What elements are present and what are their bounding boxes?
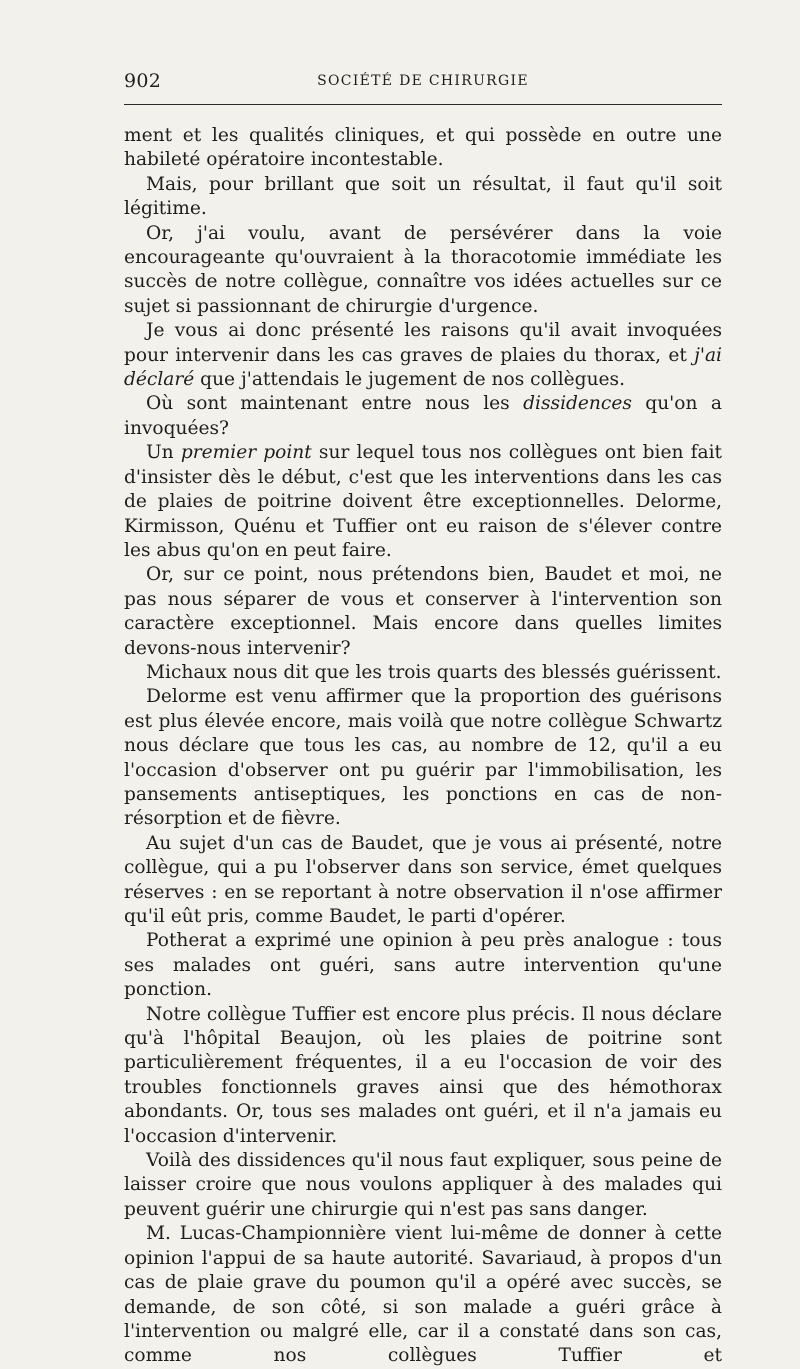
text-run: Je vous ai donc présenté les raisons qu'il avait invoquées pour intervenir dans les cas graves de plaies du thorax, et [124, 320, 722, 366]
page-header [124, 70, 722, 96]
text-run: Où sont maintenant entre nous les [146, 393, 524, 415]
paragraph [124, 441, 722, 563]
text-run: ment et les qualités cliniques, et qui possède en outre une habileté opératoire incontestable. [124, 125, 722, 171]
paragraph [124, 1149, 722, 1222]
text-run: qu'on a invoquées? [124, 393, 722, 439]
body-text [124, 124, 722, 1369]
text-run: Potherat a exprimé une opinion à peu près analogue : tous ses malades ont guéri, sans autre intervention qu'une ponction. [124, 930, 722, 1001]
paragraph [124, 319, 722, 392]
paragraph [124, 563, 722, 661]
header-rule [124, 104, 722, 105]
text-run: Un [146, 442, 181, 464]
running-title: SOCIÉTÉ DE CHIRURGIE [317, 73, 529, 89]
text-run: Or, j'ai voulu, avant de persévérer dans la voie encourageante qu'ouvraient à la thoracotomie immédiate les succès de notre collègue, connaître vos idées actuelles sur ce sujet si passionnant de chirurgie d'urgence. [124, 222, 722, 317]
text-run: Notre collègue Tuffier est encore plus précis. Il nous déclare qu'à l'hôpital Beaujon, où les plaies de poitrine sont particulièrement fréquentes, il a eu l'occasion de voir des troubles fonctionnels graves ainsi que des hémothorax abondants. Or, tous ses malades ont guéri, et il n'a jamais eu l'occasion d'intervenir. [124, 1003, 722, 1147]
italic-text: j'ai déclaré [124, 344, 722, 391]
paragraph [124, 222, 722, 320]
text-run: Or, sur ce point, nous prétendons bien, Baudet et moi, ne pas nous séparer de vous et conserver à l'intervention son caractère exceptionnel. Mais encore dans quelles limites devons-nous intervenir? [124, 564, 722, 659]
paragraph [124, 173, 722, 222]
text-run: Au sujet d'un cas de Baudet, que je vous ai présenté, notre collègue, qui a pu l'observer dans son service, émet quelques réserves : en se reportant à notre observation il n'ose affirmer qu'il eût pris, comme Baudet, le parti d'opérer. [124, 832, 722, 927]
paragraph [124, 1003, 722, 1149]
paragraph [124, 392, 722, 441]
text-run: Mais, pour brillant que soit un résultat, il faut qu'il soit légitime. [124, 173, 722, 220]
text-run: Delorme est venu affirmer que la proportion des guérisons est plus élevée encore, mais voilà que notre collègue Schwartz nous déclare que tous les cas, au nombre de 12, qu'il a eu l'occasion d'observer ont pu guérir par l'immobilisation, les pansements antiseptiques, les ponctions en cas de non-résorption et de fièvre. [124, 686, 722, 830]
paragraph [124, 124, 722, 173]
text-run: M. Lucas-Championnière vient lui-même de donner à cette opinion l'appui de sa haute autorité. Savariaud, à propos d'un cas de plaie grave du poumon qu'il a opéré avec succès, se demande, de son côté, si son malade a guéri grâce à l'intervention ou malgré elle, car il a constaté dans son cas, comme nos collègues Tuffier et [124, 1223, 722, 1367]
italic-text: premier point [180, 442, 312, 464]
text-run: Voilà des dissidences qu'il nous faut expliquer, sous peine de laisser croire que nous voulons appliquer à des malades qui peuvent guérir une chirurgie qui n'est pas sans danger. [124, 1150, 722, 1220]
paragraph [124, 1222, 722, 1368]
text-run: que j'attendais le jugement de nos collègues. [194, 369, 626, 391]
paragraph [124, 832, 722, 930]
paragraph [124, 929, 722, 1002]
paragraph [124, 685, 722, 831]
paragraph [124, 661, 722, 685]
italic-text: dissidences [523, 393, 632, 415]
text-run: sur lequel tous nos collègues ont bien fait d'insister dès le début, c'est que les interventions dans les cas de plaies de poitrine doivent être exceptionnelles. Delorme, Kirmisson, Quénu et Tuffier ont eu raison de s'élever contre les abus qu'on en peut faire. [124, 442, 723, 561]
page-number: 902 [124, 70, 162, 92]
text-run: Michaux nous dit que les trois quarts des blessés guérissent. [146, 661, 722, 683]
